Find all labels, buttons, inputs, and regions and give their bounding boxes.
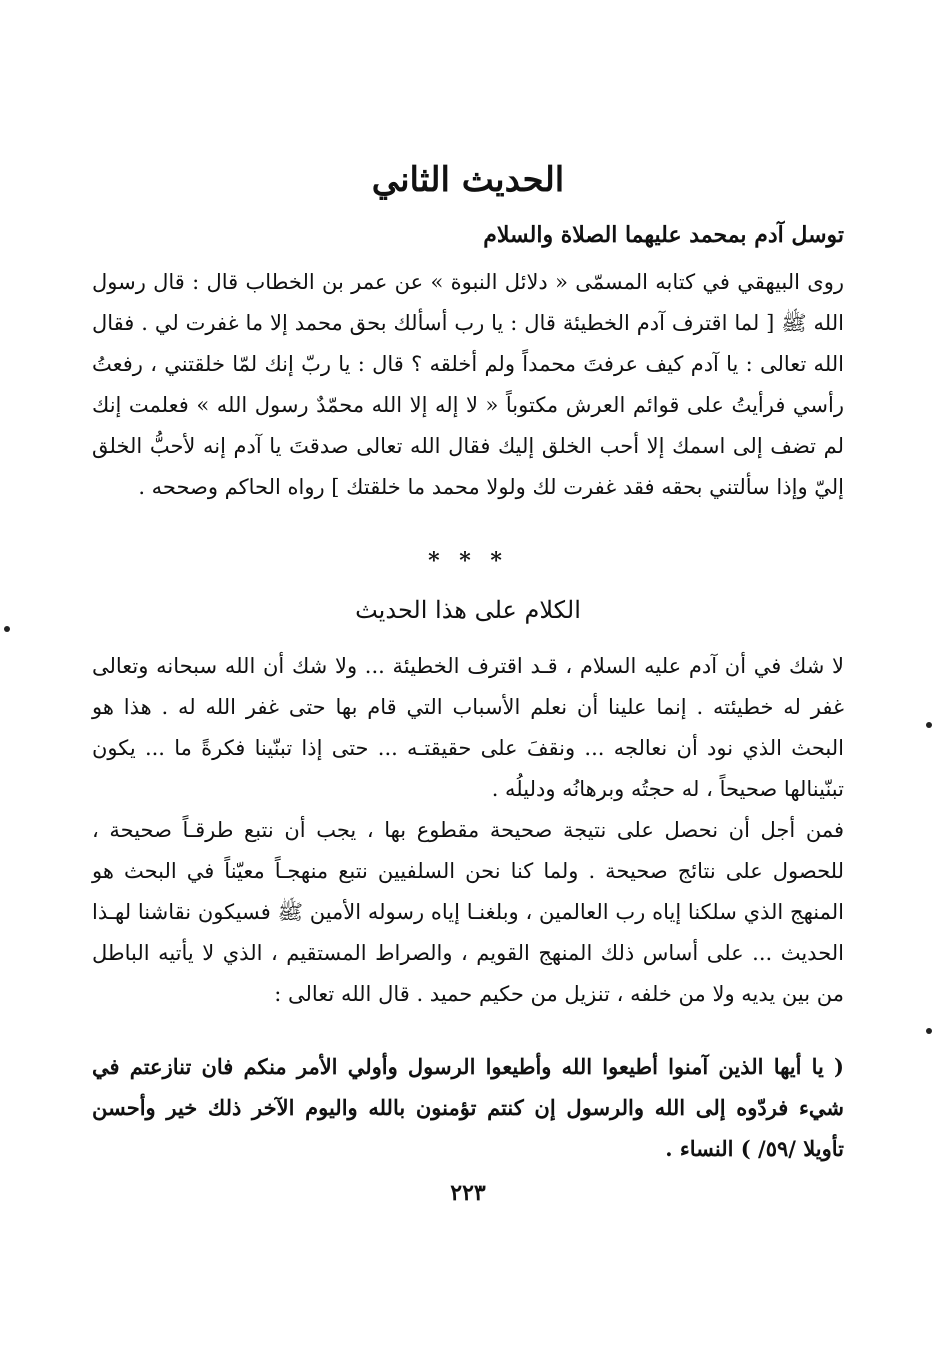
- commentary-text-block: [92, 646, 844, 1015]
- section-heading: الكلام على هذا الحديث: [355, 596, 581, 624]
- commentary-paragraph: لا شك في أن آدم عليه السلام ، قـد اقترف الخطيئة ... ولا شك أن الله سبحانه وتعالى غفر له خطيئته . إنما علينا أن نعلم الأسباب التي قام بها حتى غفر الله له . هذا هو البحث الذي نود أن نعالجه ... ونقفَ على حقيقتـه ... حتى إذا تبنّينا فكرةً ما ... يكون تبنّينالها صحيحاً ، له حجتُه وبرهانُه ودليلُه .: [92, 654, 844, 801]
- page-number: ٢٢٣: [450, 1180, 486, 1206]
- hadith-text-block: [92, 262, 844, 508]
- page-title: الحديث الثاني: [371, 160, 565, 200]
- hadith-paragraph: روى البيهقي في كتابه المسمّى « دلائل النبوة » عن عمر بن الخطاب قال : قال رسول الله ﷺ [ لما اقترف آدم الخطيئة قال : يا رب أسألك بحق محمد إلا ما غفرت لي . فقال الله تعالى : يا آدم كيف عرفتَ محمداً ولم أخلقه ؟ قال : يا ربّ إنك لمّا خلقتني ، رفعتُ رأسي فرأيتُ على قوائم العرش مكتوباً « لا إله إلا الله محمّدٌ رسول الله » فعلمت إنك لم تضف إلى اسمك إلا أحب الخلق إليك فقال الله تعالى صدقتَ يا آدم إنه لأحبُّ الخلق إليّ وإذا سألتني بحقه فقد غفرت لك ولولا محمد ما خلقتك ] رواه الحاكم وصححه .: [92, 270, 844, 499]
- quran-verse-block: [92, 1046, 844, 1169]
- scan-speck: [4, 626, 10, 632]
- scan-speck: [926, 1028, 932, 1034]
- commentary-paragraph: فمن أجل أن نحصل على نتيجة صحيحة مقطوع بها ، يجب أن نتبع طرقـاً صحيحة ، للحصول على نتائج صحيحة . ولما كنا نحن السلفيين نتبع منهجـاً معيّناً في البحث هو المنهج الذي سلكنا إياه رب العالمين ، وبلغنـا إياه رسوله الأمين ﷺ فسيكون نقاشنا لهـذا الحديث ... على أساس ذلك المنهج القويم ، والصراط المستقيم ، الذي لا يأتيه الباطل من بين يديه ولا من خلفه ، تنزيل من حكيم حميد . قال الله تعالى :: [92, 818, 845, 1006]
- quran-verse: ( يا أيها الذين آمنوا أطيعوا الله وأطيعوا الرسول وأولي الأمر منكم فان تنازعتم في شيء فردّوه إلى الله والرسول إن كنتم تؤمنون بالله واليوم الآخر ذلك خير وأحسن تأويلا /٥٩/ ) النساء .: [92, 1054, 844, 1161]
- scan-speck: [926, 722, 932, 728]
- hadith-subtitle: توسل آدم بمحمد عليهما الصلاة والسلام: [483, 222, 844, 248]
- section-separator: * * *: [428, 548, 508, 574]
